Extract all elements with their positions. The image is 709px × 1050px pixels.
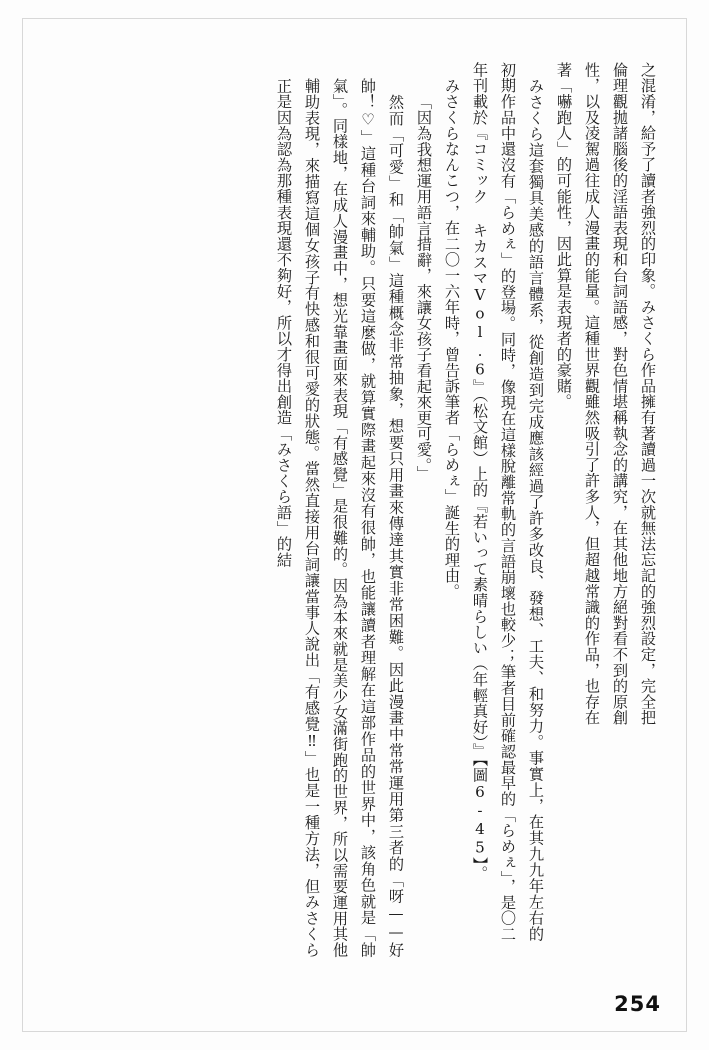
text-column-6: みさくらなんこつ，在二〇一六年時，曾告訴筆者「らめぇ」誕生的理由。 [443,78,461,600]
text-column-2: 倫理觀拋諸腦後的淫語表現和台詞語感，對色情堪稱執念的講究，在其他地方絕對看不到的原創 [611,62,629,726]
text-column-1: 之混淆，給予了讀者強烈的印象。みさくら作品擁有著讀過一次就無法忘記的強烈設定，完全把 [639,62,657,726]
page-number: 254 [614,992,661,1016]
text-column-5: みさくら這套獨具美感的語言體系，從創造到完成應該經過了許多改良、發想、工夫、和努力。事實上，在其九九年左右的初期作品中還沒有「らめぇ」的登場。同時，像現在這樣脫離常軌的言語崩壞也較少；筆者目前確認最早的「らめぇ」，是〇二年刊載於『コミック キカスマVol.6』（松文館）上的『若いって素晴らしい（年輕真好）』【圖6-45】。 [471,62,545,942]
body-text-area [48,62,662,962]
text-column-4: 著「嚇跑人」的可能性，因此算是表現者的豪賭。 [555,62,573,410]
text-column-7: 「因為我想運用語言措辭，來讓女孩子看起來更可愛。」 [415,94,433,482]
text-column-8: 然而「可愛」和「帥氣」這種概念非常抽象，想要只用畫來傳達其實非常困難。因此漫畫中常常運用第三者的「呀——好帥！♡」這種台詞來輔助。只要這麼做，就算實際畫起來沒有很帥，也能讓讀者理解在這部作品的世界中，該角色就是「帥氣」。同樣地，在成人漫畫中，想光靠畫面來表現「有感覺」是很難的。因為本來就是美少女滿街跑的世界，所以需要運用其他輔助表現，來描寫這個女孩子有快感和很可愛的狀態。當然直接用台詞讓當事人說出「有感覺‼」也是一種方法，但みさくら正是因為認為那種表現還不夠好，所以才得出創造「みさくら語」的結 [275,78,405,958]
text-column-3: 性，以及凌駕過往成人漫畫的能量。這種世界觀雖然吸引了許多人，但超越常識的作品，也存在 [583,62,601,726]
